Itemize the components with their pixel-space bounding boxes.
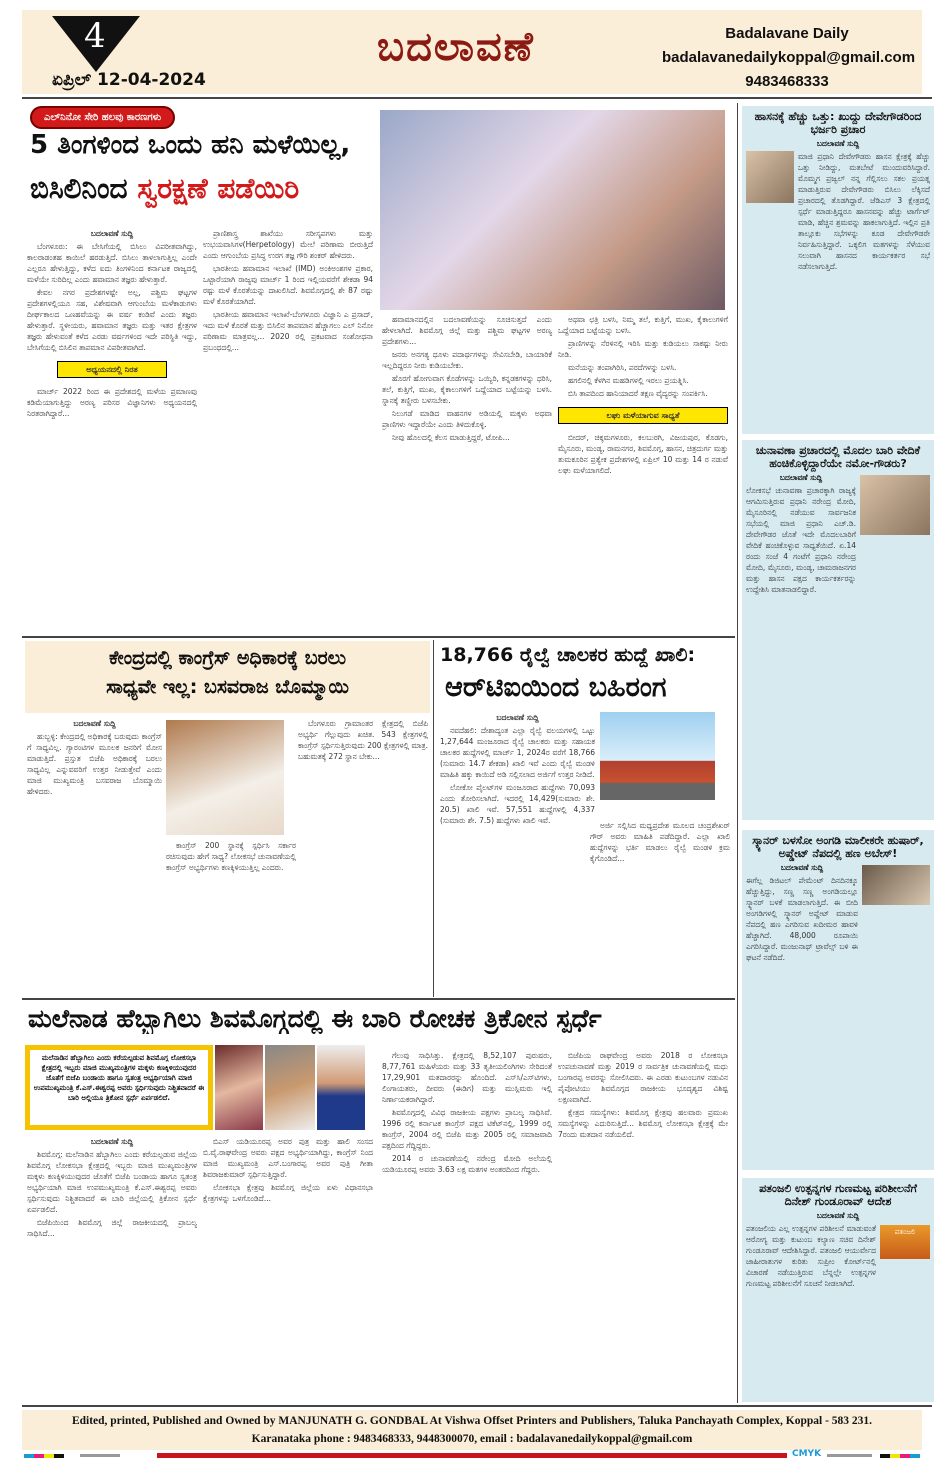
divider [22, 998, 735, 1000]
sidebar-story-patanjali [742, 1178, 934, 1402]
contact-email: badalavanedailykoppal@gmail.com [662, 49, 916, 66]
story4-column-3 [382, 1050, 552, 1402]
paragraph: ಹವಾಮಾನದಲ್ಲಿನ ಬದಲಾವಣೆಯನ್ನು ಸೂಚಿಸುತ್ತದೆ ಎಂದು ಹೇಳಲಾಗಿದೆ. ಶಿವಮೊಗ್ಗ ಜಿಲ್ಲೆ ಮತ್ತು ಪಶ್ಚಿಮ ಘಟ್ಟಗಳ ಅರಣ್ಯ ಪ್ರದೇಶಗಳು... [382, 315, 552, 346]
story-kicker: ಎಲ್‌ನಿನೋ ಸೇರಿ ಹಲವು ಕಾರಣಗಳು [30, 106, 175, 129]
column-divider [433, 640, 434, 997]
page-number: 4 [84, 16, 106, 56]
headline-part: ಬಿಸಿಲಿನಿಂದ [30, 172, 138, 205]
subheading: ಅಧ್ಯಯನದಲ್ಲಿ ನಿರತ [57, 361, 167, 378]
paragraph: ಕೇವಲ ನಗರ ಪ್ರದೇಶಗಳಷ್ಟೇ ಅಲ್ಲ, ಪಶ್ಚಿಮ ಘಟ್ಟಗಳ ಪ್ರದೇಶಗಳಲ್ಲಿಯೂ ಸಹ, ವಿಶೇಷವಾಗಿ ಆಗುಂಬೆಯ ಮಳೆಕಾಡುಗಳು ದೀರ್ಘಕಾಲದ ಒಣಹವೆಯನ್ನು ಈ ವರ್ಷ ಕಂಡಿವೆ ಎಂದು ತಜ್ಞರು ಹೇಳುತ್ತಾರೆ. ಸ್ಥಳೀಯರು, ಹವಾಮಾನ ತಜ್ಞರು ಮತ್ತು ಇತರ ಕ್ಷೇತ್ರಗಳ ತಜ್ಞರು ಹೇಳುವಂತೆ ಕಳೆದ ಎರಡು ವರ್ಷಗಳಿಂದ ಇದೇ ಪರಿಸ್ಥಿತಿ ಇದ್ದು, ಬೇಸಿಗೆಯಲ್ಲಿ ಬಿಸಿಲಿನ ತಾಪಮಾನ ವಿಪರೀತವಾಗಿದೆ. [27, 288, 197, 352]
bullet-item: ಮನೆಯನ್ನು ತಂಪಾಗಿರಿಸಿ, ಪರದೆಗಳನ್ನು ಬಳಸಿ. [568, 363, 677, 372]
imprint-contact: Karanataka phone : 9483468333, 9448300070, email : badalavanedailykoppal@gmail.com [251, 1433, 693, 1445]
shop-scanner-photo [862, 865, 930, 905]
subheading: ಲಘು ಮಳೆಯಾಗುವ ಸಾಧ್ಯತೆ [558, 407, 728, 424]
candidate-photo [215, 1045, 263, 1130]
paragraph: 2014 ರ ಚುನಾವಣೆಯಲ್ಲಿ ನರೇಂದ್ರ ಮೋದಿ ಅಲೆಯಲ್ಲಿ ಯಡಿಯೂರಪ್ಪ ಅವರು 3.63 ಲಕ್ಷ ಮತಗಳ ಅಂತರದಿಂದ ಗೆದ್ದರು. [382, 1154, 552, 1174]
story4-column-4 [558, 1050, 728, 1402]
sidebar-body: ಮಾಜಿ ಪ್ರಧಾನಿ ದೇವೇಗೌಡರು ಹಾಸನ ಕ್ಷೇತ್ರಕ್ಕೆ ಹೆಚ್ಚು ಒತ್ತು ನೀಡಿದ್ದು, ಮತಬೇಟೆ ಮುಂದುವರಿಸಿದ್ದಾರೆ. ಮೊಮ್ಮಗ ಪ್ರಜ್ವಲ್ ನನ್ನ ಗೆಲ್ಲಿಸಲು ಸಕಲ ಪ್ರಯತ್ನ ಮಾಡುತ್ತಿರುವ ದೇವೇಗೌಡರು ಬಿಸಿಲು ಲೆಕ್ಕಿಸದೆ ಪ್ರಚಾರದಲ್ಲಿ ತೊಡಗಿದ್ದಾರೆ. ಜೆಡಿಎಸ್ 3 ಕ್ಷೇತ್ರದಲ್ಲಿ ಸ್ಪರ್ಧೆ ಮಾಡುತ್ತಿದ್ದರೂ ಹಾಸನವನ್ನು ಹೆಚ್ಚು ಟಾರ್ಗೆಟ್ ಮಾಡಿ, ಹೆಚ್ಚಿನ ಶ್ರಮವನ್ನು ಹಾಕಲಾಗುತ್ತಿದೆ. ಇಲ್ಲಿನ ಪ್ರತಿ ತಾಲ್ಲೂಕು ಸಭೆಗಳನ್ನು ಕೂಡ ದೇವೇಗೌಡರೇ ನಿರ್ವಹಿಸುತ್ತಿದ್ದಾರೆ. ಒಕ್ಕಲಿಗ ಮತಗಳನ್ನು ಸೆಳೆಯುವ ಸಲುವಾಗಿ ಹಾಸನದ ಕಾರ್ಯಕರ್ತರ ಸಭೆ ನಡೆಸಲಾಗುತ್ತಿದೆ. [798, 152, 930, 272]
bullet-item: ನಿಲುಗಡೆ ಮಾಡಿದ ವಾಹನಗಳ ಅಡಿಯಲ್ಲಿ ಮಕ್ಕಳು ಅಥವಾ ಪ್ರಾಣಿಗಳು ಇದ್ದಾರೆಯೇ ಎಂದು ತಿಳಿದುಕೊಳ್ಳಿ. [382, 409, 552, 429]
story1-column-3 [382, 314, 552, 628]
color-swatch [24, 1454, 64, 1458]
sidebar-story-namo-gowda [742, 440, 934, 820]
paragraph: ಶಿವಮೊಗ್ಗ: ಮಲೆನಾಡಿನ ಹೆಬ್ಬಾಗಿಲು ಎಂದು ಕರೆಯಲ್ಪಡುವ ಜಿಲ್ಲೆಯ ಶಿವಮೊಗ್ಗ ಲೋಕಸಭಾ ಕ್ಷೇತ್ರದಲ್ಲಿ ಇಬ್ಬರು ಮಾಜಿ ಮುಖ್ಯಮಂತ್ರಿಗಳ ಮಕ್ಕಳು ಕಣಕ್ಕಿಳಿಯುವುದರ ಜೊತೆಗೆ ಬಿಜೆಪಿ ಬಂಡಾಯ ಹಾಗೂ ಸ್ವತಂತ್ರ ಅಭ್ಯರ್ಥಿಯಾಗಿ ಮಾಜಿ ಉಪಮುಖ್ಯಮಂತ್ರಿ ಕೆ.ಎಸ್.ಈಶ್ವರಪ್ಪ ಅವರು ಸ್ಪರ್ಧಿಸುವುದು ನಿಶ್ಚಿತವಾದರೆ ಈ ಬಾರಿ ಜಿಲ್ಲೆಯಲ್ಲಿ ತ್ರಿಕೋನ ಸ್ಪರ್ಧೆ ಏರ್ಪಡಲಿದೆ. [27, 1150, 197, 1214]
bullet-item: ಹಗಲಿನಲ್ಲಿ ಕೆಳಗಿನ ಮಹಡಿಗಳಲ್ಲಿ ಇರಲು ಪ್ರಯತ್ನಿಸಿ. [568, 376, 689, 385]
candidate-photo [265, 1045, 315, 1130]
story2-headline-line1: ಕೇಂದ್ರದಲ್ಲಿ ಕಾಂಗ್ರೆಸ್ ಅಧಿಕಾರಕ್ಕೆ ಬರಲು [108, 647, 347, 669]
sidebar-headline: ಹಾಸನಕ್ಕೆ ಹೆಚ್ಚು ಒತ್ತು: ಖುದ್ದು ದೇವೇಗೌಡರಿಂದ ಭರ್ಜರಿ ಪ್ರಚಾರ [754, 110, 922, 137]
story1-column-2 [203, 228, 373, 628]
sidebar-story-scanner [742, 830, 934, 1170]
callout-box: ಮಲೆನಾಡಿನ ಹೆಬ್ಬಾಗಿಲು ಎಂದು ಕರೆಯಲ್ಪಡುವ ಶಿವಮೊಗ್ಗ ಲೋಕಸಭಾ ಕ್ಷೇತ್ರದಲ್ಲಿ ಇಬ್ಬರು ಮಾಜಿ ಮುಖ್ಯಮಂತ್ರಿಗಳ ಮಕ್ಕಳು ಕಣಕ್ಕಿಳಿಯುವುದರ ಜೊತೆಗೆ ಬಿಜೆಪಿ ಬಂಡಾಯ ಹಾಗೂ ಸ್ವತಂತ್ರ ಅಭ್ಯರ್ಥಿಯಾಗಿ ಮಾಜಿ ಉಪಮುಖ್ಯಮಂತ್ರಿ ಕೆ.ಎಸ್.ಈಶ್ವರಪ್ಪ ಅವರು ಸ್ಪರ್ಧಿಸುವುದು ನಿಶ್ಚಿತವಾದರೆ ಈ ಬಾರಿ ಅಲ್ಲಿಯೂ ತ್ರಿಕೋನ ಸ್ಪರ್ಧೆ ಏರ್ಪಡಲಿದೆ. [25, 1045, 213, 1130]
byline: ಬದಲಾವಣೆ ಸುದ್ದಿ [816, 139, 860, 149]
story3-headline-line2: ಆರ್‌ಟಿಐಯಿಂದ ಬಹಿರಂಗ [445, 672, 667, 703]
train-illustration [600, 712, 715, 800]
paragraph: ಕ್ಷೇತ್ರದ ಸಮಸ್ಯೆಗಳು: ಶಿವಮೊಗ್ಗ ಕ್ಷೇತ್ರವು ಹಲವಾರು ಪ್ರಮುಖ ಸಮಸ್ಯೆಗಳನ್ನು ಎದುರಿಸುತ್ತಿದೆ... ಶಿವಮೊಗ್ಗ ಲೋಕಸಭಾ ಕ್ಷೇತ್ರಕ್ಕೆ ಮೇ 7ರಂದು ಮತದಾನ ನಡೆಯಲಿದೆ. [558, 1108, 728, 1139]
sidebar-divider [737, 103, 738, 1403]
paragraph: ಬಿಜೆಪಿಯ ರಾಘವೇಂದ್ರ ಅವರು 2018 ರ ಲೋಕಸಭಾ ಉಪಚುನಾವಣೆ ಮತ್ತು 2019 ರ ಸಾರ್ವತ್ರಿಕ ಚುನಾವಣೆಯಲ್ಲಿ ಮಧು ಬಂಗಾರಪ್ಪ ಅವರನ್ನು ಸೋಲಿಸಿದರು. ಈ ಎರಡು ಕುಟುಂಬಗಳ ನಡುವಿನ ಪೈಪೋಟಿಯು ಶಿವಮೊಗ್ಗದ ರಾಜಕೀಯ ಭೂದೃಶ್ಯದ ವಿಶಿಷ್ಟ ಲಕ್ಷಣವಾಗಿದೆ. [558, 1051, 728, 1104]
story2-column-3 [298, 718, 428, 993]
contact-block [662, 22, 916, 94]
story3-headline-line1: 18,766 ರೈಲ್ವೆ ಚಾಲಕರ ಹುದ್ದೆ ಖಾಲಿ: [440, 644, 696, 666]
byline: ಬದಲಾವಣೆ ಸುದ್ದಿ [780, 863, 824, 873]
sidebar-body: ಈಗೆಲ್ಲ ಡಿಜಿಟಲ್ ಪೇಮೆಂಟ್ ದಿನದಿನಕ್ಕೂ ಹೆಚ್ಚುತ್ತಿದ್ದು, ಸಣ್ಣ ಸಣ್ಣ ಅಂಗಡಿಯಲ್ಲೂ ಸ್ಕ್ಯಾನರ್ ಬಳಕೆ ಮಾಡಲಾಗುತ್ತಿದೆ. ಈ ಬೀದಿ ಅಂಗಡಿಗಳಲ್ಲಿ ಸ್ಕ್ಯಾನರ್ ಅಪ್ಡೇಟ್ ಮಾಡುವ ನೆಪದಲ್ಲಿ ಹಣ ಎಗರಿಸುವ ಖದೀಮರ ಹಾವಳಿ ಹೆಚ್ಚಾಗಿದೆ. 48,000 ರೂಪಾಯಿ ಎಗರಿಸಿದ್ದಾರೆ. ಮಂಜುನಾಥ್ ಟ್ರಾವೆಲ್ಸ್ ಬಳಿ ಈ ಘಟನೆ ನಡೆದಿದೆ. [746, 876, 858, 963]
gray-bar [827, 1454, 872, 1457]
gray-bar [80, 1454, 120, 1457]
divider [22, 1405, 932, 1407]
byline: ಬದಲಾವಣೆ ಸುದ್ದಿ [73, 719, 116, 728]
divider [22, 97, 932, 99]
sidebar-headline: ಚುನಾವಣಾ ಪ್ರಚಾರದಲ್ಲಿ ಮೊದಲ ಬಾರಿ ವೇದಿಕೆ ಹಂಚಿಕೊಳ್ಳಿದ್ದಾರೆಯೇ ನಮೋ-ಗೌಡರು? [755, 444, 921, 471]
byline: ಬದಲಾವಣೆ ಸುದ್ದಿ [779, 473, 823, 483]
paragraph: ಲೋಕಸಭಾ ಕ್ಷೇತ್ರವು ಶಿವಮೊಗ್ಗ ಜಿಲ್ಲೆಯ ಏಳು ವಿಧಾನಸಭಾ ಕ್ಷೇತ್ರಗಳನ್ನು ಒಳಗೊಂಡಿದೆ... [203, 1183, 373, 1203]
masthead [22, 10, 922, 94]
paragraph: ಗೆಲುವು ಸಾಧಿಸಿತ್ತು. ಕ್ಷೇತ್ರದಲ್ಲಿ 8,52,107 ಪುರುಷರು, 8,77,761 ಮಹಿಳೆಯರು ಮತ್ತು 33 ತೃತೀಯಲಿಂಗಿಗಳು ಸೇರಿದಂತೆ 17,29,901 ಮತದಾರರನ್ನು ಹೊಂದಿದೆ. ಎಸ್‌ಸಿ/ಎಸ್‌ಟಿಗಳು, ಲಿಂಗಾಯತರು, ದೀವರು (ಈಡಿಗ) ಮತ್ತು ಮುಸ್ಲಿಮರು ಇಲ್ಲಿ ನಿರ್ಣಾಯಕರಾಗಿದ್ದಾರೆ. [382, 1051, 552, 1104]
sidebar-story-hassan [742, 106, 934, 434]
divider [22, 636, 735, 638]
bullet-item: ನೀವು ಹೊಲದಲ್ಲಿ ಕೆಲಸ ಮಾಡುತ್ತಿದ್ದರೆ, ಟೋಪಿ... [392, 433, 510, 442]
paragraph: ಮಾರ್ಚ್ 2022 ರಿಂದ ಈ ಪ್ರದೇಶದಲ್ಲಿ ಮಳೆಯ ಪ್ರಮಾಣವು ಕಡಿಮೆಯಾಗುತ್ತಿದ್ದು ಅರಣ್ಯ ಪರಿಸರ ವಿಜ್ಞಾನಿಗಳು ಅಧ್ಯಯನದಲ್ಲಿ ನಿರತರಾಗಿದ್ದಾರೆ... [27, 387, 197, 418]
paragraph: ಬೆಂಗಳೂರು ಗ್ರಾಮಾಂತರ ಕ್ಷೇತ್ರದಲ್ಲಿ ಬಿಜೆಪಿ ಅಭ್ಯರ್ಥಿ ಗೆಲ್ಲುವುದು ಖಚಿತ. 543 ಕ್ಷೇತ್ರಗಳಲ್ಲಿ ಕಾಂಗ್ರೆಸ್ ಸ್ಪರ್ಧಿಸುತ್ತಿರುವುದು 200 ಕ್ಷೇತ್ರಗಳಲ್ಲಿ ಮಾತ್ರ. ಬಹುಮತಕ್ಕೆ 272 ಸ್ಥಾನ ಬೇಕು... [298, 719, 428, 761]
bullet-item: ಹೊರಗೆ ಹೋಗುವಾಗ ಕೊಡೆಗಳನ್ನು ಒಯ್ಯಿರಿ, ಕನ್ನಡಕಗಳನ್ನು ಧರಿಸಿ, ತಲೆ, ಕುತ್ತಿಗೆ, ಮುಖ, ಕೈಕಾಲುಗಳಿಗೆ ಒದ್ದೆಯಾದ ಬಟ್ಟೆಯನ್ನು ಬಳಸಿ. ಸ್ನಾನಕ್ಕೆ ತಣ್ಣೀರು ಬಳಸಬೇಕು. [382, 374, 552, 405]
byline: ಬದಲಾವಣೆ ಸುದ್ದಿ [816, 1211, 860, 1221]
lead-headline-line1: 5 ತಿಂಗಳಿಂದ ಒಂದು ಹನಿ ಮಳೆಯಿಲ್ಲ, [30, 130, 351, 160]
paragraph: ಬಿಜೆಪಿಯಿಂದ ಶಿವಮೊಗ್ಗ ಜಿಲ್ಲೆ ರಾಜಕೀಯದಲ್ಲಿ ಪ್ರಾಬಲ್ಯ ಸಾಧಿಸಿದೆ... [27, 1218, 197, 1238]
newspaper-logo: ಬದಲಾವಣೆ [377, 24, 535, 70]
modi-devegowda-photo [860, 475, 930, 535]
byline: ಬದಲಾವಣೆ ಸುದ್ದಿ [496, 713, 539, 722]
paragraph: ಲೋಕೋ ಪೈಲಟ್‌ಗಳ ಮಂಜೂರಾದ ಹುದ್ದೆಗಳು 70,093 ಎಂದು ತೋರಿಸಲಾಗಿದೆ. ಇದರಲ್ಲಿ 14,429(ಸುಮಾರು ಶೇ. 20.5) ಖಾಲಿ ಇವೆ. 57,551 ಹುದ್ದೆಗಳಲ್ಲಿ 4,337 (ಸುಮಾರು ಶೇ. 7.5) ಹುದ್ದೆಗಳು ಖಾಲಿ ಇವೆ. [440, 783, 595, 825]
story2-column-1 [27, 718, 162, 993]
edition-date: ಏಪ್ರಿಲ್ 12-04-2024 [52, 70, 206, 90]
devegowda-photo [746, 151, 794, 203]
imprint-footer [22, 1410, 922, 1450]
story3-column-1 [440, 712, 595, 995]
red-bar [157, 1453, 787, 1458]
print-registration-strip [22, 1449, 922, 1460]
byline: ಬದಲಾವಣೆ ಸುದ್ದಿ [90, 229, 134, 238]
paragraph: ಬೀದರ್, ಚಿಕ್ಕಮಗಳೂರು, ಕಲಬುರಗಿ, ವಿಜಯಪುರ, ಕೊಡಗು, ಮೈಸೂರು, ಮಂಡ್ಯ, ರಾಮನಗರ, ಶಿವಮೊಗ್ಗ, ಹಾಸನ, ಚಿತ್ರದುರ್ಗ ಮತ್ತು ತುಮಕೂರಿನ ಪ್ರತ್ಯೇಕ ಪ್ರದೇಶಗಳಲ್ಲಿ ಏಪ್ರಿಲ್ 10 ಮತ್ತು 14 ರ ನಡುವೆ ಲಘು ಮಳೆಯಾಗಲಿದೆ. [558, 433, 728, 475]
sidebar-body: ಲೋಕಸಭೆ ಚುನಾವಣಾ ಪ್ರಚಾರಕ್ಕಾಗಿ ರಾಜ್ಯಕ್ಕೆ ಆಗಮಿಸುತ್ತಿರುವ ಪ್ರಧಾನಿ ನರೇಂದ್ರ ಮೋದಿ, ಮೈಸೂರಿನಲ್ಲಿ ನಡೆಯುವ ಸಾರ್ವಜನಿಕ ಸಭೆಯಲ್ಲಿ ಮಾಜಿ ಪ್ರಧಾನಿ ಎಚ್.ಡಿ. ದೇವೇಗೌಡರ ಜೊತೆ ಇದೇ ಮೊದಲಬಾರಿಗೆ ವೇದಿಕೆ ಹಂಚಿಕೊಳ್ಳುವ ಸಾಧ್ಯತೆಯಿದೆ. ಏ.14 ರಂದು ಸಂಜೆ 4 ಗಂಟೆಗೆ ಪ್ರಧಾನಿ ನರೇಂದ್ರ ಮೋದಿ, ಮೈಸೂರು, ಮಂಡ್ಯ, ಚಾಮರಾಜನಗರ ಮತ್ತು ಹಾಸನ ಪಕ್ಷದ ಕಾರ್ಯಕರ್ತರನ್ನು ಉದ್ದೇಶಿಸಿ ಮಾತನಾಡಲಿದ್ದಾರೆ. [746, 486, 856, 595]
story4-column-2 [203, 1136, 373, 1402]
story2-headline-line2: ಸಾಧ್ಯವೇ ಇಲ್ಲ: ಬಸವರಾಜ ಬೊಮ್ಮಾಯಿ [106, 675, 349, 698]
heatwave-umbrella-photo [380, 110, 725, 310]
paragraph: ಬಿಎಸ್ ಯಡಿಯೂರಪ್ಪ ಅವರ ಪುತ್ರ ಮತ್ತು ಹಾಲಿ ಸಂಸದ ಬಿ.ವೈ.ರಾಘವೇಂದ್ರ ಅವರು ಪಕ್ಷದ ಅಭ್ಯರ್ಥಿಯಾಗಿದ್ದು, ಕಾಂಗ್ರೆಸ್ ನಿಂದ ಮಾಜಿ ಮುಖ್ಯಮಂತ್ರಿ ಎಸ್.ಬಂಗಾರಪ್ಪ ಅವರ ಪುತ್ರಿ ಗೀತಾ ಶಿವರಾಜಕುಮಾರ್ ಸ್ಪರ್ಧಿಸುತ್ತಿದ್ದಾರೆ. [203, 1137, 373, 1179]
byline: ಬದಲಾವಣೆ ಸುದ್ದಿ [90, 1137, 134, 1146]
sidebar-headline: ಸ್ಕ್ಯಾನರ್ ಬಳಸೋ ಅಂಗಡಿ ಮಾಲೀಕರೇ ಹುಷಾರ್, ಅಪ್ಡೇಟ್ ನೆಪದಲ್ಲಿ ಹಣ ಅಬೇಸ್! [752, 834, 924, 861]
story1-column-4 [558, 314, 728, 628]
paragraph: ಶಿವಮೊಗ್ಗದಲ್ಲಿ ವಿವಿಧ ರಾಜಕೀಯ ಪಕ್ಷಗಳು ಪ್ರಾಬಲ್ಯ ಸಾಧಿಸಿವೆ. 1996 ರಲ್ಲಿ ಕರ್ನಾಟಕ ಕಾಂಗ್ರೆಸ್ ಪಕ್ಷದ ಟಿಕೆಟ್‌ನಲ್ಲಿ, 1999 ರಲ್ಲಿ ಕಾಂಗ್ರೆಸ್, 2004 ರಲ್ಲಿ ಬಿಜೆಪಿ ಮತ್ತು 2005 ರಲ್ಲಿ ಸಮಾಜವಾದಿ ಪಕ್ಷದಿಂದ ಗೆದ್ದಿದ್ದರು. [382, 1108, 552, 1150]
patanjali-product-photo: ಪತಂಜಲಿ [880, 1225, 930, 1259]
paragraph: ನವದೆಹಲಿ: ದೇಶಾದ್ಯಂತ ಎಲ್ಲಾ ರೈಲ್ವೆ ವಲಯಗಳಲ್ಲಿ ಒಟ್ಟು 1,27,644 ಮಂಜೂರಾದ ರೈಲ್ವೆ ಚಾಲಕರು ಮತ್ತು ಸಹಾಯಕ ಚಾಲಕರ ಹುದ್ದೆಗಳಲ್ಲಿ ಮಾರ್ಚ್ 1, 2024ರ ವರೆಗೆ 18,766 (ಸುಮಾರು 14.7 ಶೇಕಡಾ) ಖಾಲಿ ಇವೆ ಎಂದು ರೈಲ್ವೆ ಮಂಡಳಿ ಮಾಹಿತಿ ಹಕ್ಕು ಕಾಯಿದೆ ಅಡಿ ಸಲ್ಲಿಸಲಾದ ಅರ್ಜಿಗೆ ಉತ್ತರ ನೀಡಿದೆ. [440, 726, 595, 779]
paragraph: ಹುಬ್ಬಳ್ಳಿ: ಕೇಂದ್ರದಲ್ಲಿ ಅಧಿಕಾರಕ್ಕೆ ಬರುವುದು ಕಾಂಗ್ರೆಸ್ ಗೆ ಸಾಧ್ಯವಿಲ್ಲ. ಗ್ಯಾರಂಟಿಗಳ ಮೂಲಕ ಜನರಿಗೆ ಮೋಸ ಮಾಡುತ್ತಿದೆ. ಪ್ರಸ್ತುತ ಬಿಜೆಪಿ ಅಧಿಕಾರಕ್ಕೆ ಬರಲು ಸಾಧ್ಯವಿಲ್ಲ ಎನ್ನುವವರಿಗೆ ಉತ್ತರ ನೀಡುತ್ತೇವೆ ಎಂದು ಮಾಜಿ ಮುಖ್ಯಮಂತ್ರಿ ಬಸವರಾಜ ಬೊಮ್ಮಾಯಿ ಹೇಳಿದರು. [27, 732, 162, 796]
imprint-line: Edited, printed, Published and Owned by MANJUNATH G. GONDBAL At Vishwa Offset Printers and Publishers, Taluka Panchayath Complex, Koppal - 583 231. [71, 1415, 873, 1427]
sidebar-body: ಪತಂಜಲಿಯ ಎಲ್ಲ ಉತ್ಪನ್ನಗಳ ಪರಿಶೀಲನೆ ಮಾಡುವಂತೆ ಆರೋಗ್ಯ ಮತ್ತು ಕುಟುಂಬ ಕಲ್ಯಾಣ ಸಚಿವ ದಿನೇಶ್ ಗುಂಡೂರಾವ್ ಆದೇಶಿಸಿದ್ದಾರೆ. ಪತಂಜಲಿ ಆಯುರ್ವೇದ ಜಾಹೀರಾತುಗಳ ಕುರಿತು ಸುಪ್ರೀಂ ಕೋರ್ಟ್‌ನಲ್ಲಿ ವಿಚಾರಣೆ ನಡೆಯುತ್ತಿರುವ ಬೆನ್ನಲ್ಲೇ ಉತ್ಪನ್ನಗಳ ಗುಣಮಟ್ಟ ಪರಿಶೀಲನೆಗೆ ಸೂಚನೆ ನೀಡಲಾಗಿದೆ. [746, 1224, 876, 1289]
candidate-photo [317, 1045, 365, 1130]
lead-headline-line2 [30, 172, 430, 206]
paragraph: ಪ್ರಾಣಿಶಾಸ್ತ್ರ ಶಾಖೆಯು ಸರೀಸೃಪಗಳು ಮತ್ತು ಉಭಯವಾಸಿಗಳ(Herpetology) ಮೇಲೆ ಪರಿಣಾಮ ಬೀರುತ್ತಿದೆ ಎಂದು ಆಗುಂಬೆಯ ಪ್ರಸಿದ್ಧ ಉರಗ ತಜ್ಞ ಗೌರಿ ಶಂಕರ್ ಹೇಳಿದರು. [203, 229, 373, 260]
contact-phone: 9483468333 [745, 73, 829, 90]
cmyk-mark: CMYK [792, 1449, 822, 1459]
paragraph: ಅಥವಾ ಛತ್ರಿ ಬಳಸಿ, ನಿಮ್ಮ ತಲೆ, ಕುತ್ತಿಗೆ, ಮುಖ, ಕೈಕಾಲುಗಳಿಗೆ ಒದ್ದೆಯಾದ ಬಟ್ಟೆಯನ್ನು ಬಳಸಿ. [558, 315, 728, 335]
paragraph: ಭಾರತೀಯ ಹವಾಮಾನ ಇಲಾಖೆ-ಬೆಂಗಳೂರು ವಿಜ್ಞಾನಿ ಎ ಪ್ರಸಾದ್, ಇದು ಮಳೆ ಕೊರತೆ ಮತ್ತು ಬಿಸಿಲಿನ ತಾಪಮಾನ ಹೆಚ್ಚಾಗಲು ಎಲ್ ನಿನೋ ಪರಿಣಾಮ ಮಾತ್ರವಲ್ಲ... 2020 ರಲ್ಲಿ ಪ್ರಕಟವಾದ ಸಂಶೋಧನಾ ಪ್ರಬಂಧದಲ್ಲಿ... [203, 310, 373, 352]
paragraph: ಭಾರತೀಯ ಹವಾಮಾನ ಇಲಾಖೆ (IMD) ಅಂಕಿಅಂಶಗಳ ಪ್ರಕಾರ, ಒಟ್ಟಾರೆಯಾಗಿ ರಾಜ್ಯವು ಮಾರ್ಚ್ 1 ರಿಂದ ಇಲ್ಲಿಯವರೆಗೆ ಶೇಕಡಾ 94 ರಷ್ಟು ಮಳೆ ಕೊರತೆಯನ್ನು ದಾಖಲಿಸಿದೆ. ಶಿವಮೊಗ್ಗದಲ್ಲಿ ಶೇ 87 ರಷ್ಟು ಮಳೆ ಕೊರತೆಯಾಗಿದೆ. [203, 264, 373, 306]
bullet-item: ಜನರು ಅನಗತ್ಯ ಧೂಳು ಪದಾರ್ಥಗಳನ್ನು ಸೇವಿಸಬೇಡಿ, ಬಾಯಾರಿಕೆ ಇಲ್ಲದಿದ್ದರೂ ನೀರು ಕುಡಿಯಬೇಕು. [382, 350, 552, 370]
headline-highlight: ಸ್ವರಕ್ಷಣೆ ಪಡೆಯಿರಿ [137, 172, 300, 205]
bommai-photo [166, 720, 284, 835]
story4-column-1 [27, 1136, 197, 1402]
paragraph: ಕಾಂಗ್ರೆಸ್ 200 ಸ್ಥಾನಕ್ಕೆ ಸ್ಪರ್ಧಿಸಿ ಸರ್ಕಾರ ರಚಿಸುವುದು ಹೇಗೆ ಸಾಧ್ಯ? ಲೋಕಸಭೆ ಚುನಾವಣೆಯಲ್ಲಿ ಕಾಂಗ್ರೆಸ್ ಅಭ್ಯರ್ಥಿಗಳು ಕಣಕ್ಕಿಳಿಯುತ್ತಿಲ್ಲ ಎಂದರು. [166, 841, 296, 872]
bullet-item: ಪ್ರಾಣಿಗಳನ್ನು ನೆರಳಿನಲ್ಲಿ ಇರಿಸಿ ಮತ್ತು ಕುಡಿಯಲು ಸಾಕಷ್ಟು ನೀರು ನೀಡಿ. [558, 339, 728, 359]
color-swatch [880, 1454, 920, 1458]
bullet-item: ಬಿಸಿ ತಾಪದಿಂದ ಹಾನಿಯಾದರೆ ತಕ್ಷಣ ವೈದ್ಯರನ್ನು ಸಂಪರ್ಕಿಸಿ. [568, 389, 708, 398]
paragraph: ಅರ್ಜಿ ಸಲ್ಲಿಸಿದ ಮಧ್ಯಪ್ರದೇಶ ಮೂಲದ ಚಂದ್ರಶೇಖರ್ ಗೌರ್ ಅವರು ಮಾಹಿತಿ ಪಡೆದಿದ್ದಾರೆ. ಎಲ್ಲಾ ಖಾಲಿ ಹುದ್ದೆಗಳನ್ನು ಭರ್ತಿ ಮಾಡಲು ರೈಲ್ವೆ ಮಂಡಳಿ ಕ್ರಮ ಕೈಗೊಂಡಿದೆ... [590, 821, 730, 863]
story4-headline: ಮಲೆನಾಡ ಹೆಬ್ಬಾಗಿಲು ಶಿವಮೊಗ್ಗದಲ್ಲಿ ಈ ಬಾರಿ ರೋಚಕ ತ್ರಿಕೋನ ಸ್ಪರ್ಧೆ [28, 1004, 602, 1033]
story2-column-2 [166, 840, 296, 993]
story3-column-2 [590, 820, 730, 995]
paper-name: Badalavane Daily [725, 25, 849, 42]
story1-column-1 [27, 228, 197, 628]
paragraph: ಬೆಂಗಳೂರು: ಈ ಬೇಸಿಗೆಯಲ್ಲಿ ಬಿಸಿಲು ವಿಪರೀತವಾಗಿದ್ದು, ಕಾಲರಾಡಂತಹ ಕಾಯಿಲೆ ಹರಡುತ್ತಿದೆ. ಬಿಸಿಲು ತಾಳಲಾಗುತ್ತಿಲ್ಲ ಎಂದೇ ಎಲ್ಲರೂ ಹೇಳುತ್ತಿದ್ದು, ಕಳೆದ ಐದು ತಿಂಗಳಿನಿಂದ ಕರ್ನಾಟಕ ರಾಜ್ಯದಲ್ಲಿ ಮಳೆಯೇ ಸುರಿದಿಲ್ಲ ಎಂದು ಹವಾಮಾನ ತಜ್ಞರು ಹೇಳುತ್ತಾರೆ. [27, 242, 197, 284]
sidebar-headline: ಪತಂಜಲಿ ಉತ್ಪನ್ನಗಳ ಗುಣಮಟ್ಟ ಪರಿಶೀಲನೆಗೆ ದಿನೇಶ್ ಗುಂಡೂರಾವ್ ಆದೇಶ [759, 1182, 917, 1209]
story2-headline-box [25, 641, 430, 713]
